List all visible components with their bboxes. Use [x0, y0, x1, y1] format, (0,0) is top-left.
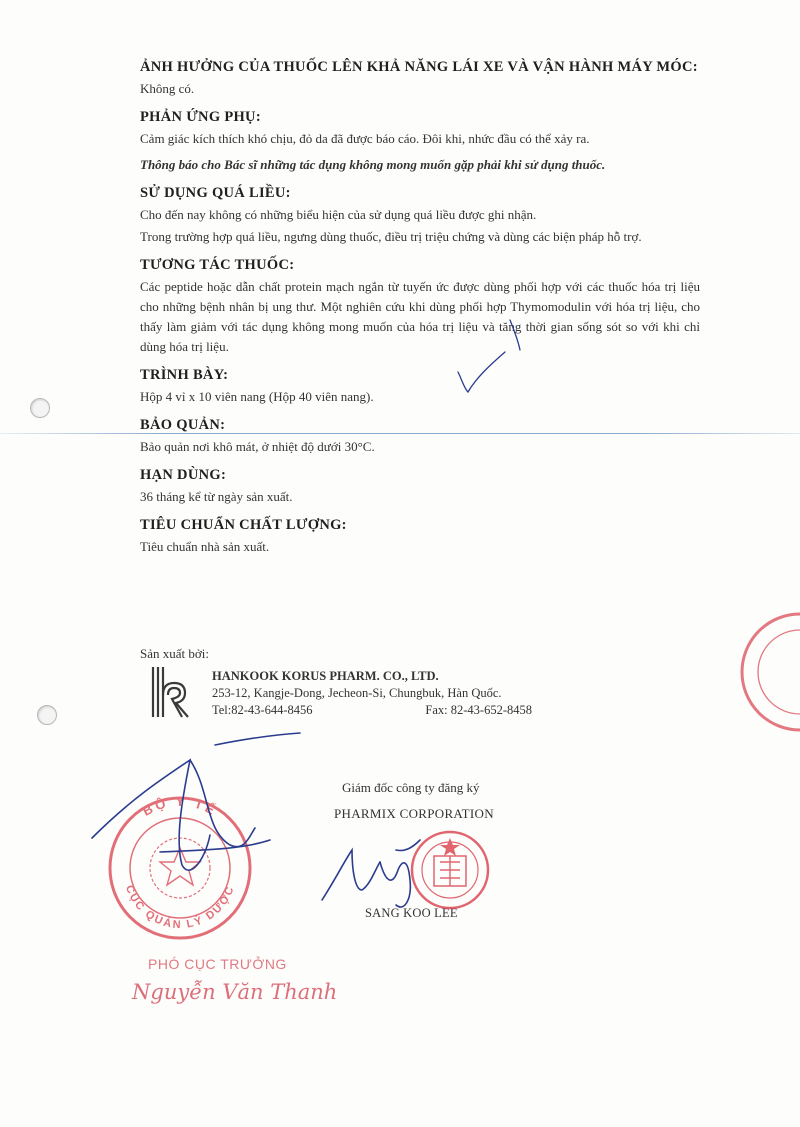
vice-director-title: PHÓ CỤC TRƯỞNG — [148, 956, 287, 972]
director-signature-icon — [322, 840, 420, 907]
section — [140, 516, 700, 557]
section — [140, 58, 700, 99]
svg-text:CỤC QUẢN LÝ DƯỢC — [123, 884, 237, 932]
punch-hole-bottom — [37, 705, 57, 725]
manufacturer-contact — [212, 702, 532, 719]
section-paragraph: Hộp 4 vỉ x 10 viên nang (Hộp 40 viên nang). — [140, 389, 374, 404]
section — [140, 416, 700, 457]
registrant-company: PHARMIX CORPORATION — [334, 806, 494, 821]
manufacturer-label: Sản xuất bởi: — [140, 646, 209, 661]
section-heading: ẢNH HƯỞNG CỦA THUỐC LÊN KHẢ NĂNG LÁI XE VÀ VẬN HÀNH MÁY MÓC: — [140, 59, 698, 75]
seal-bottom-text: CỤC QUẢN LÝ DƯỢC — [122, 883, 238, 932]
manufacturer-fax: Fax: 82-43-652-8458 — [425, 703, 532, 717]
section-heading: TƯƠNG TÁC THUỐC: — [140, 257, 295, 273]
section-heading: TRÌNH BÀY: — [140, 367, 229, 383]
director-label: Giám đốc công ty đăng ký — [342, 780, 480, 795]
section — [140, 256, 700, 357]
section-paragraph: Không có. — [140, 81, 195, 96]
section-paragraph: Cảm giác kích thích khó chịu, đỏ da đã được báo cáo. Đôi khi, nhức đầu có thể xảy ra. — [140, 131, 590, 146]
section-heading: PHẢN ỨNG PHỤ: — [140, 109, 261, 125]
section — [140, 466, 700, 507]
korus-logo-icon — [150, 665, 192, 719]
section-paragraph: Trong trường hợp quá liều, ngưng dùng thuốc, điều trị triệu chứng và dùng các biện pháp hỗ trợ. — [140, 229, 642, 244]
svg-text:BỘ Y TẾ — [140, 794, 220, 819]
section-paragraph: 36 tháng kể từ ngày sản xuất. — [140, 489, 293, 504]
section — [140, 108, 700, 175]
manufacturer-address: 253-12, Kangje-Dong, Jecheon-Si, Chungbuk, Hàn Quốc. — [212, 686, 502, 700]
section-heading: SỬ DỤNG QUÁ LIỀU: — [140, 185, 291, 201]
section-heading: HẠN DÙNG: — [140, 467, 227, 483]
ministry-seal-icon — [110, 794, 250, 938]
section-note: Thông báo cho Bác sĩ những tác dụng không mong muốn gặp phải khi sử dụng thuốc. — [140, 157, 606, 172]
section-heading: BẢO QUẢN: — [140, 417, 226, 433]
manufacturer-tel: Tel:82-43-644-8456 — [212, 703, 313, 717]
signer-name: SANG KOO LEE — [365, 906, 458, 920]
edge-seal-icon — [742, 614, 800, 730]
company-seal-icon — [412, 832, 488, 908]
section — [140, 184, 700, 247]
section-paragraph: Các peptide hoặc dẫn chất protein mạch ngắn từ tuyến ức được dùng phối hợp với các thuốc hóa trị liệu cho những bệnh nhân bị ung thư. Một nghiên cứu khi dùng phối hợp Thymomodulin với hóa trị liệu, cho thấy làm giảm với tác dụng không mong muốn của hóa trị liệu và tăng thời gian sống sót so với khi chỉ dùng hóa trị liệu. — [140, 279, 700, 354]
seal-top-text: BỘ Y TẾ — [139, 793, 221, 819]
section-paragraph: Bảo quản nơi khô mát, ở nhiệt độ dưới 30°C. — [140, 439, 375, 454]
section — [140, 366, 700, 407]
punch-hole-top — [30, 398, 50, 418]
section-paragraph: Cho đến nay không có những biểu hiện của sử dụng quá liều được ghi nhận. — [140, 207, 537, 222]
section-heading: TIÊU CHUẨN CHẤT LƯỢNG: — [140, 517, 347, 533]
vice-director-name: Nguyễn Văn Thanh — [132, 980, 338, 1004]
official-signature-icon — [92, 733, 300, 870]
document-body — [140, 58, 700, 566]
manufacturer-name: HANKOOK KORUS PHARM. CO., LTD. — [212, 669, 439, 683]
manufacturer-block — [212, 668, 572, 719]
section-paragraph: Tiêu chuẩn nhà sản xuất. — [140, 539, 270, 554]
